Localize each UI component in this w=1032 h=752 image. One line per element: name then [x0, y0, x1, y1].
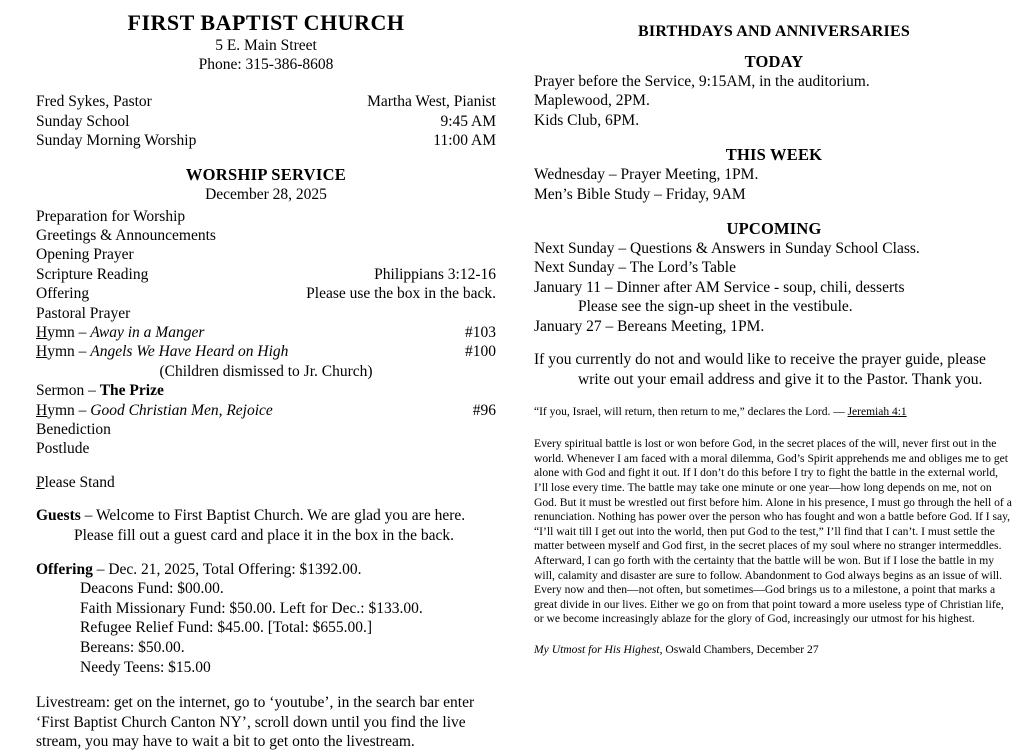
service-item-label: Opening Prayer — [36, 246, 134, 264]
attribution-title: My Utmost for His Highest — [534, 642, 660, 656]
sermon-item — [36, 381, 496, 400]
scripture-reference: Jeremiah 4:1 — [847, 406, 907, 419]
offering-detail: Faith Missionary Fund: $50.00. Left for Dec.: $133.00. — [80, 599, 423, 617]
staff-block — [36, 92, 496, 151]
upcoming-item: Next Sunday – The Lord’s Table — [534, 259, 736, 277]
morning-worship-label: Sunday Morning Worship — [36, 132, 197, 149]
please-stand-initial: P — [36, 473, 45, 491]
pastor-name: Fred Sykes, Pastor — [36, 93, 152, 110]
church-address: 5 E. Main Street — [215, 37, 317, 54]
service-item — [36, 284, 496, 303]
upcoming-signup-note: Please see the sign-up sheet in the vestibule. — [578, 298, 853, 316]
guests-line1: – Welcome to First Baptist Church. We are glad you are here. — [80, 507, 466, 525]
livestream-instructions: Livestream: get on the internet, go to ‘youtube’, in the search bar enter ‘First Baptist Church Canton NY’, scroll down until you find the live stream, you may have to wait a bit to get onto the livestream. — [36, 694, 475, 751]
hymn-number: #103 — [465, 323, 496, 341]
birthdays-anniversaries-heading: BIRTHDAYS AND ANNIVERSARIES — [638, 23, 910, 40]
hymn-title: Good Christian Men, Rejoice — [90, 401, 273, 419]
staff-row-sunday-school — [36, 112, 496, 132]
this-week-item: Wednesday – Prayer Meeting, 1PM. — [534, 166, 759, 184]
hymn-word-rest: ymn – — [47, 401, 91, 419]
hymn-item-3 — [36, 401, 496, 420]
sermon-title: The Prize — [99, 382, 164, 400]
scripture-quote — [534, 405, 1014, 420]
sermon-label-wrap — [36, 381, 164, 400]
today-item: Prayer before the Service, 9:15AM, in the auditorium. — [534, 73, 870, 90]
offering-detail: Needy Teens: $15.00 — [80, 658, 211, 676]
scripture-text: “If you, Israel, will return, then return to me,” declares the Lord. — — [534, 406, 848, 419]
church-phone: Phone: 315-386-8608 — [198, 56, 334, 73]
guests-line2: Please fill out a guest card and place it in the box in the back. — [74, 526, 455, 544]
service-item-label: Pastoral Prayer — [36, 304, 131, 322]
guests-label: Guests — [36, 507, 81, 525]
service-item-label: Greetings & Announcements — [36, 226, 216, 244]
service-item-value: Please use the box in the back. — [306, 285, 496, 303]
worship-service-heading: WORSHIP SERVICE — [185, 164, 347, 184]
hymn-word-rest: ymn – — [47, 343, 91, 361]
sermon-label: Sermon – — [36, 382, 100, 400]
service-item-label: Scripture Reading — [36, 265, 149, 283]
today-heading: TODAY — [744, 52, 804, 71]
service-item-value: Philippians 3:12-16 — [374, 265, 496, 283]
hymn-label — [36, 342, 288, 361]
prayer-guide-line2: write out your email address and give it to the Pastor. Thank you. — [578, 370, 983, 388]
upcoming-item: January 11 – Dinner after AM Service - soup, chili, desserts — [534, 278, 905, 296]
offering-block — [36, 560, 496, 678]
service-item — [36, 226, 496, 245]
hymn-stand-initial: H — [36, 323, 48, 341]
hymn-title: Angels We Have Heard on High — [90, 343, 289, 361]
this-week-item: Men’s Bible Study – Friday, 9AM — [534, 185, 746, 203]
church-title: FIRST BAPTIST CHURCH — [127, 10, 405, 35]
sunday-school-label: Sunday School — [36, 112, 130, 130]
offering-detail: Refugee Relief Fund: $45.00. [Total: $655.00.] — [80, 619, 373, 637]
this-week-heading: THIS WEEK — [725, 145, 823, 165]
service-item — [36, 265, 496, 284]
service-order-list — [36, 207, 496, 459]
devotional-attribution — [534, 642, 1014, 657]
right-column — [516, 0, 1032, 742]
please-stand-note — [36, 473, 496, 493]
hymn-number: #96 — [472, 401, 496, 419]
offering-line1: – Dec. 21, 2025, Total Offering: $1392.00. — [92, 560, 362, 578]
sunday-school-time: 9:45 AM — [440, 112, 496, 130]
prayer-guide-line1: If you currently do not and would like to receive the prayer guide, please — [534, 351, 986, 369]
service-item-label: Preparation for Worship — [36, 207, 186, 225]
today-item: Kids Club, 6PM. — [534, 111, 640, 129]
please-stand-rest: lease Stand — [44, 473, 115, 491]
benediction-item — [36, 420, 496, 439]
offering-detail: Bereans: $50.00. — [80, 638, 185, 656]
prayer-guide-note — [534, 350, 1014, 389]
hymn-label — [36, 401, 273, 420]
worship-service-date: December 28, 2025 — [205, 185, 327, 203]
morning-worship-time: 11:00 AM — [433, 132, 496, 149]
upcoming-heading: UPCOMING — [726, 219, 822, 239]
upcoming-item: January 27 – Bereans Meeting, 1PM. — [534, 317, 765, 335]
pianist-name: Martha West, Pianist — [367, 93, 496, 110]
hymn-item-1 — [36, 323, 496, 342]
benediction-label: Benediction — [36, 420, 111, 438]
left-column — [0, 0, 516, 751]
hymn-number: #100 — [465, 343, 496, 361]
hymn-stand-initial: H — [36, 343, 48, 361]
offering-detail: Deacons Fund: $00.00. — [80, 580, 224, 598]
attribution-rest: , Oswald Chambers, December 27 — [659, 642, 819, 656]
service-item-label: Offering — [36, 285, 90, 303]
postlude-item — [36, 439, 496, 458]
today-item: Maplewood, 2PM. — [534, 92, 650, 110]
upcoming-item: Next Sunday – Questions & Answers in Sunday School Class. — [534, 240, 920, 258]
service-item — [36, 245, 496, 264]
hymn-word-rest: ymn – — [47, 323, 91, 341]
devotional-text: Every spiritual battle is lost or won before God, in the secret places of the will, never first out in the world. Whenever I am faced with a moral dilemma, God’s Spirit apprehends me and obliges me to get alone with God and fight it out. If I don’t do this before I try to fight the battle in the external world, I’ll lose every time. The battle may take one minute or one year—how long depends on me, not on God. But it must be wrestled out first before him. Alone in his presence, I must go through the hell of a renunciation. Nothing has power over the person who has fought and won a battle before God. If I say, “I’ll wait till I get out into the world, then put God to the test,” I’ll find that I can’t. I must settle the matter between myself and God first, in the secret places of my soul where no stranger intermeddles. Afterward, I can go forth with the certainty that the battle will be won. But if I lose the battle in my will, calamity and disaster are sure to follow. Abandonment to God always begins as an issue of will. Every now and then—not often, but sometimes—God brings us to a milestone, a point that marks a great divide in our lives. Either we go on from that point toward a more useless type of Christian life, or we become increasingly ablaze for the glory of God, increasingly our utmost for his highest. — [534, 437, 1012, 626]
service-item — [36, 304, 496, 323]
offering-label: Offering — [36, 560, 93, 578]
children-dismissal-note: (Children dismissed to Jr. Church) — [159, 362, 373, 380]
postlude-label: Postlude — [36, 440, 90, 458]
hymn-stand-initial: H — [36, 401, 48, 419]
guests-block — [36, 506, 496, 545]
hymn-title: Away in a Manger — [90, 323, 205, 341]
hymn-label — [36, 323, 204, 342]
service-item — [36, 207, 496, 226]
staff-row-morning-worship — [36, 131, 496, 151]
staff-row-pastor — [36, 92, 496, 112]
hymn-item-2 — [36, 342, 496, 361]
